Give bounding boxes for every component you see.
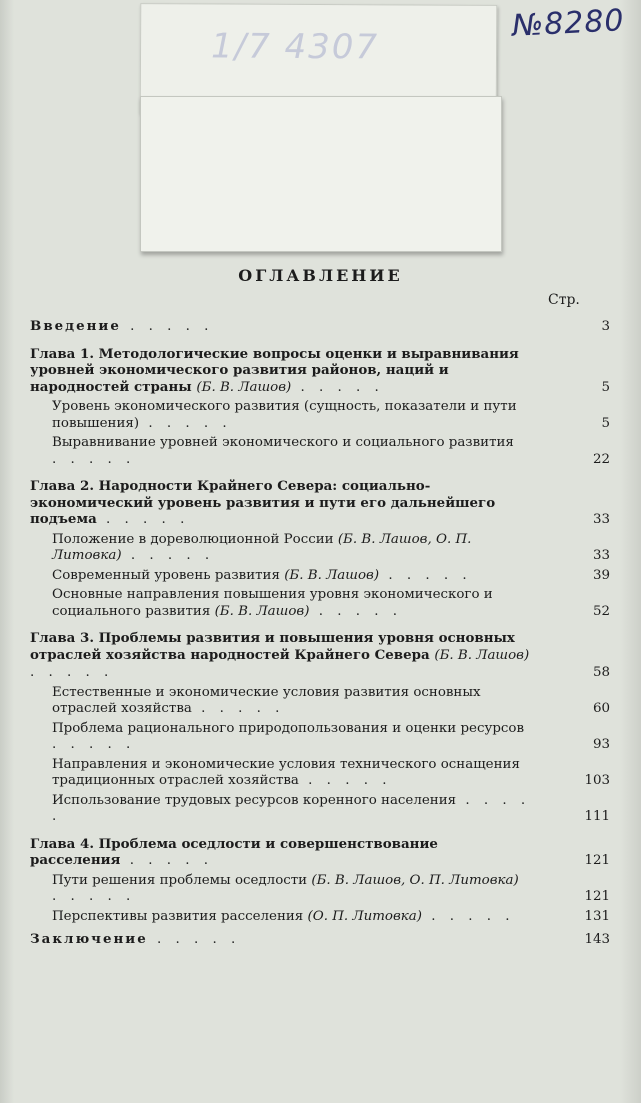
toc-entry-text — [30, 399, 532, 432]
toc-page-number: 33 — [592, 548, 610, 563]
toc-entry-text — [30, 873, 532, 906]
inventory-stamp: №8280 — [511, 3, 626, 44]
leader-dots: . . . . . — [191, 701, 285, 716]
toc-entry-title: Глава 2. Народности Крайнего Севера: социально-экономический уровень развития и пути его дальнейшего подъема — [30, 478, 496, 527]
toc-page-number: 121 — [584, 853, 610, 868]
toc-entry-title: Направления и экономические условия технического оснащения традиционных отраслей хозяйства — [52, 756, 520, 788]
toc-section-entry — [30, 587, 610, 620]
toc-section-entry — [30, 909, 610, 926]
leader-dots: . . . . . — [30, 665, 114, 680]
leader-dots: . . . . . — [421, 908, 515, 924]
toc-entry-title: Заключение — [30, 931, 148, 947]
toc-page-number: 58 — [592, 665, 610, 680]
leader-dots: . . . . . — [298, 773, 392, 788]
toc-page-number: 103 — [584, 773, 610, 788]
toc-page-number: 5 — [601, 415, 610, 431]
table-of-contents — [30, 318, 610, 949]
toc-entry-text — [30, 757, 532, 790]
toc-entry — [30, 318, 610, 336]
toc-entry-text — [30, 630, 530, 682]
toc-page-number: 111 — [584, 809, 610, 824]
leader-dots: . . . . . — [52, 737, 136, 752]
toc-page-number: 33 — [592, 512, 610, 527]
leader-dots: . . . . . — [52, 889, 136, 904]
toc-section-entry — [30, 757, 610, 790]
leader-dots: . . . . . — [120, 853, 214, 868]
page-column-header: Стр. — [548, 292, 580, 308]
toc-entry-text — [30, 721, 532, 754]
paper-slip-lower — [140, 96, 502, 252]
toc-page-number: 22 — [592, 451, 610, 467]
toc-entry-text — [30, 435, 532, 468]
toc-entry-title: Основные направления повышения уровня экономического и социального развития — [52, 587, 493, 619]
toc-chapter-entry — [30, 836, 610, 870]
toc-entry-title: Современный уровень развития — [52, 567, 280, 583]
leader-dots: . . . . . — [52, 792, 531, 824]
toc-entry-author: (Б. В. Лашов) — [284, 567, 380, 583]
toc-entry — [30, 931, 610, 949]
leader-dots: . . . . . — [309, 603, 403, 619]
toc-section-entry — [30, 873, 610, 906]
toc-section-entry — [30, 435, 610, 468]
toc-page-number: 5 — [601, 379, 610, 395]
toc-chapter-entry — [30, 478, 610, 529]
toc-entry-text — [30, 931, 530, 949]
toc-entry-text — [30, 532, 532, 565]
toc-section-entry — [30, 721, 610, 754]
toc-entry-author: (Б. В. Лашов) — [214, 603, 310, 619]
toc-entry-text — [30, 685, 532, 718]
leader-dots: . . . . . — [121, 548, 215, 563]
toc-entry-author: (Б. В. Лашов) — [196, 379, 292, 395]
toc-entry-title: Перспективы развития расселения — [52, 908, 304, 924]
toc-entry-title: Введение — [30, 318, 121, 334]
toc-entry-title: Положение в дореволюционной России — [52, 531, 334, 547]
toc-section-entry — [30, 532, 610, 565]
toc-section-entry — [30, 399, 610, 432]
toc-title: ОГЛАВЛЕНИЕ — [238, 266, 403, 285]
toc-section-entry — [30, 568, 610, 585]
toc-entry-author: (О. П. Литовка) — [307, 908, 422, 924]
toc-entry-title: Глава 3. Проблемы развития и повышения уровня основных отраслей хозяйства народностей Крайнего Севера — [30, 630, 515, 663]
slip-faint-text: 1/7 4307 — [210, 26, 380, 68]
toc-section-entry — [30, 685, 610, 718]
toc-entry-text — [30, 587, 532, 620]
toc-chapter-entry — [30, 346, 610, 397]
toc-page-number: 60 — [592, 701, 610, 716]
toc-entry-author: (Б. В. Лашов) — [434, 647, 530, 663]
toc-entry-title: Выравнивание уровней экономического и социального развития — [52, 435, 514, 450]
toc-entry-text — [30, 318, 530, 336]
leader-dots: . . . . . — [291, 379, 384, 395]
toc-entry-text — [30, 909, 532, 926]
leader-dots: . . . . . — [52, 451, 136, 467]
toc-entry-author: (Б. В. Лашов, О. П. Литовка) — [311, 872, 519, 888]
toc-page-number: 39 — [592, 567, 610, 583]
leader-dots: . . . . . — [379, 567, 472, 583]
toc-page-number: 3 — [601, 319, 610, 334]
toc-entry-title: Естественные и экономические условия развития основных отраслей хозяйства — [52, 684, 481, 716]
toc-entry-text — [30, 478, 530, 529]
toc-entry-text — [30, 346, 530, 397]
leader-dots: . . . . . — [96, 512, 190, 527]
toc-entry-title: Проблема рационального природопользования и оценки ресурсов — [52, 720, 525, 736]
toc-entry-text — [30, 568, 532, 585]
toc-entry-title: Глава 1. Методологические вопросы оценки и выравнивания уровней экономического развития районов, наций и народностей страны — [30, 345, 519, 395]
leader-dots: . . . . . — [139, 415, 232, 431]
toc-entry-title: Использование трудовых ресурсов коренного населения — [52, 792, 457, 808]
toc-entry-title: Глава 4. Проблема оседлости и совершенствование расселения — [30, 835, 438, 868]
toc-entry-text — [30, 836, 530, 870]
toc-page-number: 131 — [584, 908, 610, 924]
toc-page-number: 93 — [592, 737, 610, 752]
toc-chapter-entry — [30, 630, 610, 682]
toc-section-entry — [30, 793, 610, 826]
toc-page-number: 121 — [584, 889, 610, 904]
toc-entry-author: (Б. В. Лашов, О. П. Литовка) — [52, 531, 472, 563]
toc-page-number: 52 — [592, 603, 610, 619]
toc-entry-title: Уровень экономического развития (сущность, показатели и пути повышения) — [52, 399, 517, 431]
toc-page-number: 143 — [584, 932, 610, 947]
toc-entry-title: Пути решения проблемы оседлости — [52, 872, 308, 888]
leader-dots: . . . . . — [147, 932, 241, 947]
leader-dots: . . . . . — [120, 319, 214, 334]
toc-entry-text — [30, 793, 532, 826]
